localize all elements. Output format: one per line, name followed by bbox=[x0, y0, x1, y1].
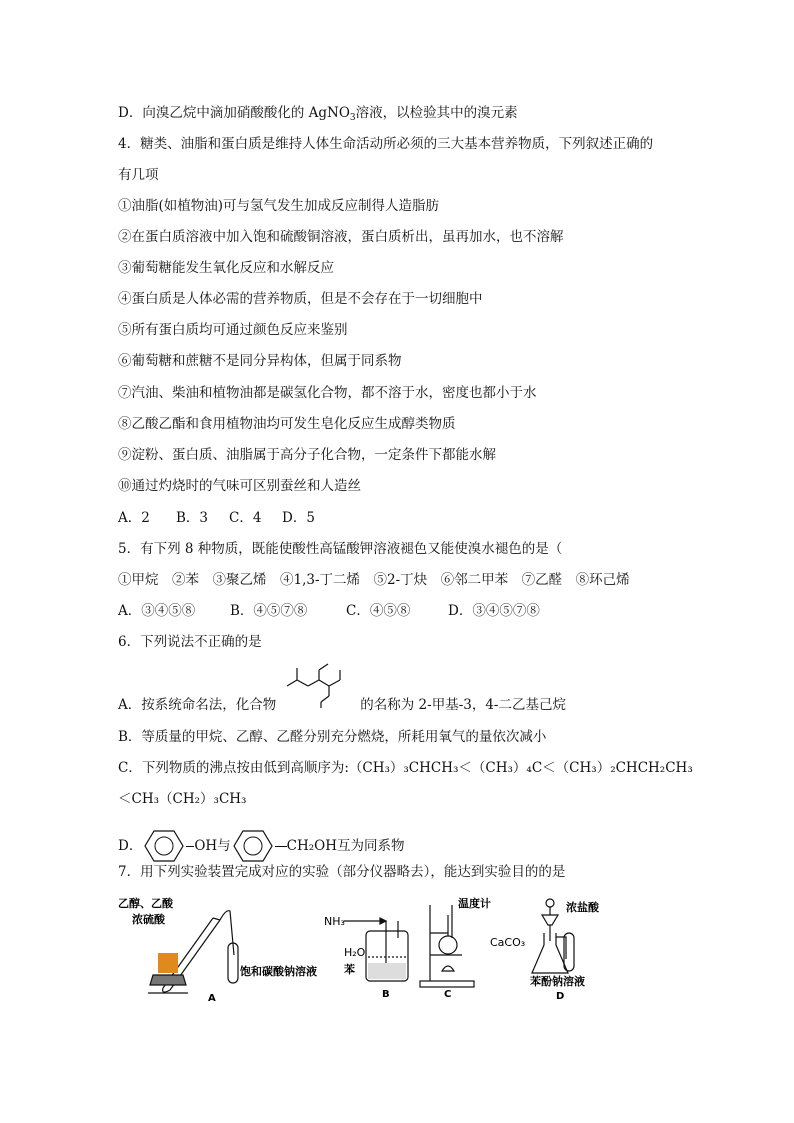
q6-option-d: D． OH 与 CH₂OH 互为同系物 bbox=[118, 828, 405, 864]
q4-stem-line2: 有几项 bbox=[118, 167, 159, 183]
q6-option-c-line1: C．下列物质的沸点按由低到高顺序为:（CH₃）₃CHCH₃＜（CH₃）₄C＜（CH₃）₂CHCH₂CH₃ bbox=[118, 760, 693, 776]
figure-b-benzene-label: 苯 bbox=[344, 963, 355, 976]
q4-item-6: ⑥葡萄糖和蔗糖不是同分异构体，但属于同系物 bbox=[118, 353, 402, 369]
q4-option-c[interactable]: C．4 bbox=[229, 510, 262, 526]
figure-c-letter: C bbox=[444, 989, 452, 1000]
q4-item-8: ⑧乙酸乙酯和食用植物油均可发生皂化反应生成醇类物质 bbox=[118, 416, 456, 432]
q6-stem: 6．下列说法不正确的是 bbox=[118, 634, 262, 650]
q4-item-2: ②在蛋白质溶液中加入饱和硫酸铜溶液，蛋白质析出，虽再加水，也不溶解 bbox=[118, 229, 564, 245]
q4-item-9: ⑨淀粉、蛋白质、油脂属于高分子化合物，一定条件下都能水解 bbox=[118, 447, 496, 463]
q5-option-b[interactable]: B．④⑤⑦⑧ bbox=[230, 603, 308, 619]
q4-item-5: ⑤所有蛋白质均可通过颜色反应来鉴别 bbox=[118, 322, 348, 338]
figure-d-solid-label: CaCO₃ bbox=[490, 936, 526, 949]
figure-b-gas-label: NH₃ bbox=[324, 915, 345, 928]
q4-option-b[interactable]: B．3 bbox=[176, 510, 209, 526]
figure-a-reagents-label: 乙醇、乙酸 bbox=[118, 897, 173, 910]
q6-option-b: B．等质量的甲烷、乙醇、乙醛分别充分燃烧，所耗用氧气的量依次减小 bbox=[118, 729, 547, 745]
figure-c-thermometer-label: 温度计 bbox=[458, 897, 491, 910]
q4-options bbox=[118, 508, 315, 528]
q6-option-a: A．按系统命名法，化合物 的名称为 2-甲基-3，4-二乙基己烷 bbox=[118, 697, 566, 713]
figure-d-letter: D bbox=[556, 991, 565, 1002]
q5-option-d[interactable]: D．③④⑤⑦⑧ bbox=[448, 603, 540, 619]
figure-b-water-label: H₂O bbox=[344, 946, 366, 959]
q4-item-7: ⑦汽油、柴油和植物油都是碳氢化合物，都不溶于水，密度也都小于水 bbox=[118, 385, 537, 401]
q4-item-10: ⑩通过灼烧时的气味可区别蚕丝和人造丝 bbox=[118, 478, 361, 494]
figure-b-letter: B bbox=[382, 989, 390, 1000]
q4-stem-line1: 4．糖类、油脂和蛋白质是维持人体生命活动所必须的三大基本营养物质，下列叙述正确的 bbox=[118, 136, 654, 152]
benzene-ring-icon bbox=[144, 828, 184, 864]
figure-a-receiver-label: 饱和碳酸钠溶液 bbox=[240, 965, 317, 978]
q4-option-a[interactable]: A．2 bbox=[118, 510, 150, 526]
q4-item-1: ①油脂(如植物油)可与氢气发生加成反应制得人造脂肪 bbox=[118, 198, 440, 214]
figure-d-acid-label: 浓盐酸 bbox=[566, 901, 599, 914]
q3-option-d: D．向溴乙烷中滴加硝酸酸化的 AgNO$_3$溶液，以检验其中的溴元素 bbox=[118, 105, 518, 123]
q6-option-c-line2: ＜CH₃（CH₂）₃CH₃ bbox=[118, 791, 247, 807]
figure-c bbox=[420, 905, 474, 987]
apparatus-figure bbox=[118, 893, 638, 1008]
benzene-ring-icon bbox=[233, 828, 273, 864]
q4-item-3: ③葡萄糖能发生氧化反应和水解反应 bbox=[118, 260, 334, 276]
figure-a-acid-label: 浓硫酸 bbox=[132, 913, 165, 926]
q7-stem: 7．用下列实验装置完成对应的实验（部分仪器略去），能达到实验目的的是 bbox=[118, 864, 566, 880]
q4-option-d[interactable]: D．5 bbox=[282, 510, 315, 526]
figure-a-letter: A bbox=[208, 993, 216, 1004]
q5-stem: 5．有下列 8 种物质，既能使酸性高锰酸钾溶液褪色又能使溴水褪色的是（ bbox=[118, 541, 563, 557]
figure-d-solution-label: 苯酚钠溶液 bbox=[530, 975, 585, 988]
q5-options bbox=[118, 601, 540, 621]
q5-option-c[interactable]: C．④⑤⑧ bbox=[346, 603, 411, 619]
q5-substances: ①甲烷 ②苯 ③聚乙烯 ④1,3-丁二烯 ⑤2-丁炔 ⑥邻二甲苯 ⑦乙醛 ⑧环己烯 bbox=[118, 572, 630, 588]
q4-item-4: ④蛋白质是人体必需的营养物质，但是不会存在于一切细胞中 bbox=[118, 291, 483, 307]
q5-option-a[interactable]: A．③④⑤⑧ bbox=[118, 603, 196, 619]
